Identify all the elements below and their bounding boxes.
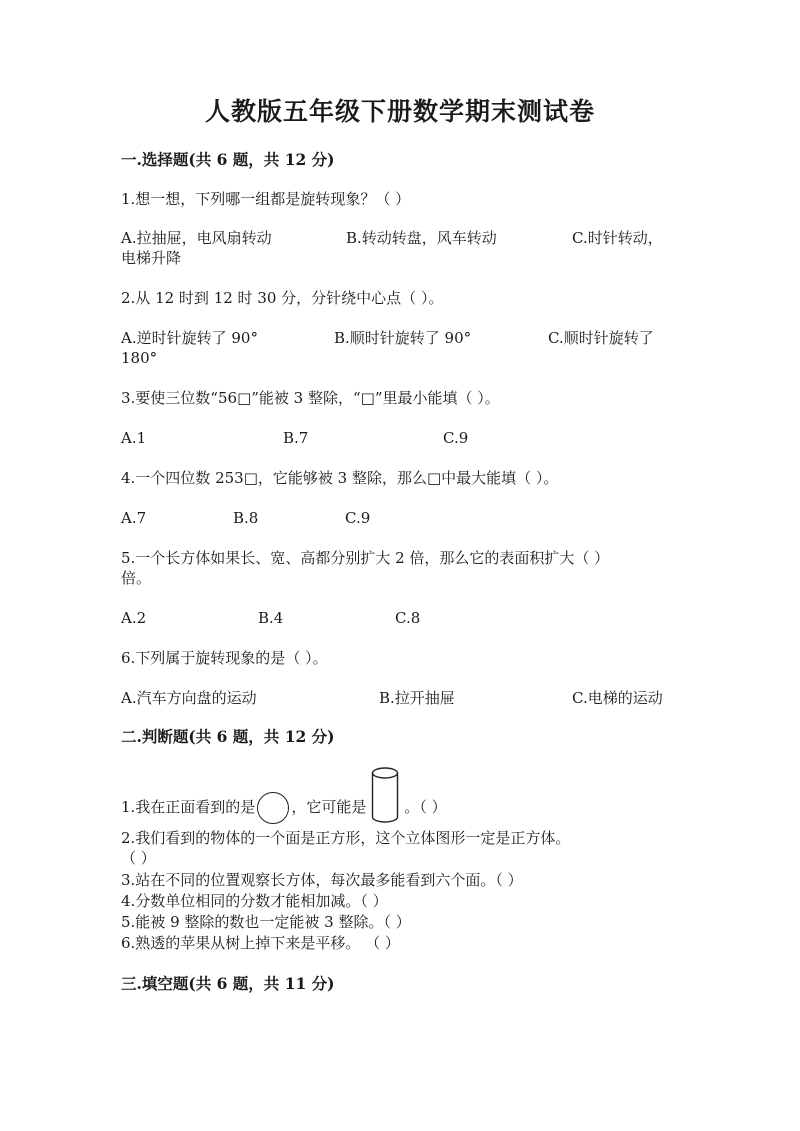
choice-4-option-b: B.8	[233, 509, 259, 527]
judge-question-5: 5.能被 9 整除的数也一定能被 3 整除。（ ）	[121, 913, 411, 931]
judge-1-text-pre: 1.我在正面看到的是	[121, 798, 256, 816]
section-heading-judge: 二.判断题(共 6 题，共 12 分)	[121, 727, 335, 746]
choice-question-6: 6.下列属于旋转现象的是（ ）。	[121, 649, 328, 667]
choice-4-option-c: C.9	[345, 509, 371, 527]
choice-6-option-a: A.汽车方向盘的运动	[121, 689, 257, 707]
choice-6-option-b: B.拉开抽屉	[379, 689, 455, 707]
choice-question-4: 4.一个四位数 253□，它能够被 3 整除，那么□中最大能填（ ）。	[121, 469, 559, 487]
choice-1-option-c: C.时针转动，	[572, 229, 663, 247]
section-heading-choice: 一.选择题(共 6 题，共 12 分)	[121, 150, 335, 169]
choice-3-option-c: C.9	[443, 429, 469, 447]
choice-5-option-c: C.8	[395, 609, 421, 627]
choice-2-option-c: C.顺时针旋转了	[548, 329, 654, 347]
judge-1-text-post: 。（ ）	[404, 798, 447, 816]
judge-question-2-cont: （ ）	[121, 849, 156, 867]
choice-1-option-c-cont: 电梯升降	[121, 249, 182, 267]
choice-1-option-b: B.转动转盘，风车转动	[346, 229, 497, 247]
choice-question-2: 2.从 12 时到 12 时 30 分，分针绕中心点（ ）。	[121, 289, 444, 307]
choice-6-option-c: C.电梯的运动	[572, 689, 663, 707]
choice-2-option-b: B.顺时针旋转了 90°	[334, 329, 472, 347]
choice-2-option-c-cont: 180°	[121, 349, 158, 367]
choice-1-option-a: A.拉抽屉，电风扇转动	[121, 229, 272, 247]
page-title: 人教版五年级下册数学期末测试卷	[204, 97, 595, 126]
choice-3-option-b: B.7	[283, 429, 309, 447]
choice-2-option-a: A.逆时针旋转了 90°	[121, 329, 258, 347]
choice-5-option-b: B.4	[258, 609, 284, 627]
choice-question-5-cont: 倍。	[121, 569, 152, 587]
choice-5-option-a: A.2	[121, 609, 147, 627]
choice-4-option-a: A.7	[121, 509, 147, 527]
judge-question-3: 3.站在不同的位置观察长方体，每次最多能看到六个面。（ ）	[121, 871, 523, 889]
judge-question-1	[121, 766, 447, 828]
judge-question-4: 4.分数单位相同的分数才能相加减。（ ）	[121, 892, 388, 910]
judge-1-text-mid: ，它可能是	[291, 798, 367, 816]
judge-question-6: 6.熟透的苹果从树上掉下来是平移。 （ ）	[121, 934, 400, 952]
choice-question-1: 1.想一想，下列哪一组都是旋转现象？（ ）	[121, 190, 411, 208]
section-heading-fill: 三.填空题(共 6 题，共 11 分)	[121, 974, 335, 993]
choice-3-option-a: A.1	[121, 429, 147, 447]
choice-question-3: 3.要使三位数“56□”能被 3 整除，“□”里最小能填（ ）。	[121, 389, 500, 407]
circle-view-figure	[257, 792, 289, 824]
judge-question-2: 2.我们看到的物体的一个面是正方形，这个立体图形一定是正方体。	[121, 829, 571, 847]
choice-question-5: 5.一个长方体如果长、宽、高都分别扩大 2 倍，那么它的表面积扩大（ ）	[121, 549, 610, 567]
